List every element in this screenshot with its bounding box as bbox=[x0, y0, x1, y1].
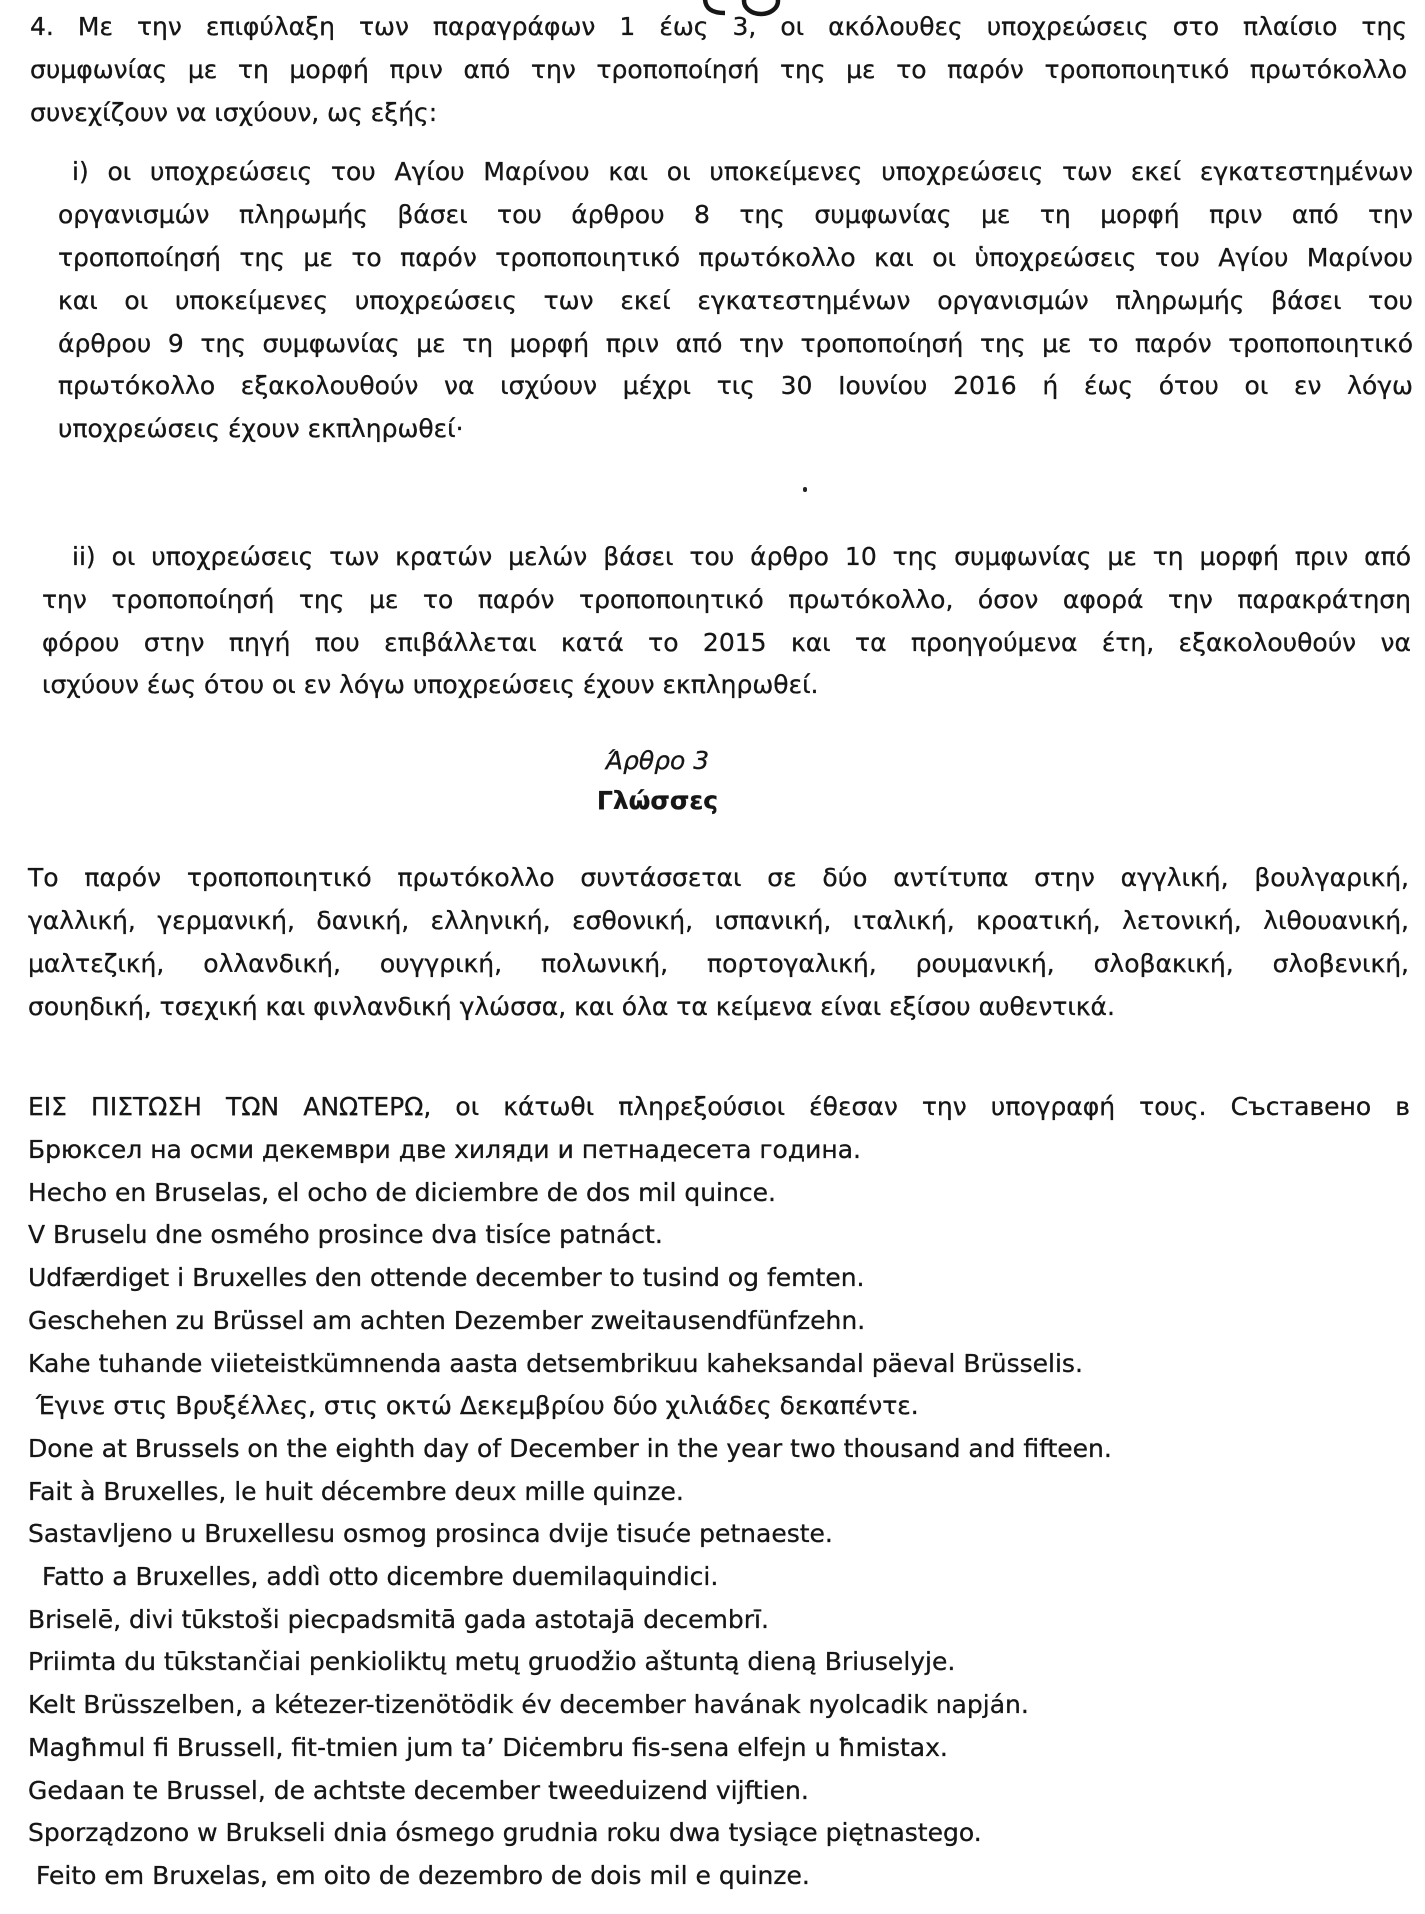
subparagraph-ii-line: φόρου στην πηγή που επιβάλλεται κατά το 2015 και τα προηγούμενα έτη, εξακολουθούν να bbox=[42, 627, 1411, 657]
subparagraph-ii-line: την τροποποίησή της με το παρόν τροποποιητικό πρωτόκολλο, όσον αφορά την παρακράτηση bbox=[42, 584, 1411, 614]
testimonium-line-lv: Briselē, divi tūkstoši piecpadsmitā gada astotajā decembrī. bbox=[28, 1604, 769, 1634]
languages-paragraph-line: γαλλική, γερμανική, δανική, ελληνική, εσθονική, ισπανική, ιταλική, κροατική, λετονική, λιθουανική, bbox=[28, 905, 1409, 935]
testimonium-line-nl: Gedaan te Brussel, de achtste december tweeduizend vijftien. bbox=[28, 1775, 809, 1805]
testimonium-line-es: Hecho en Bruselas, el ocho de diciembre de dos mil quince. bbox=[28, 1177, 776, 1207]
scan-dot-artifact bbox=[803, 487, 807, 492]
testimonium-line-de: Geschehen zu Brüssel am achten Dezember zweitausendfünfzehn. bbox=[28, 1305, 866, 1335]
subparagraph-i-line: άρθρου 9 της συμφωνίας με τη μορφή πριν από την τροποποίησή της με το παρόν τροποποιητικό bbox=[58, 328, 1413, 358]
subparagraph-ii bbox=[42, 536, 1411, 707]
subparagraph-i-line: οργανισμών πληρωμής βάσει του άρθρου 8 της συμφωνίας με τη μορφή πριν από την bbox=[58, 200, 1413, 230]
testimonium-line-en: Done at Brussels on the eighth day of December in the year two thousand and fifteen. bbox=[28, 1433, 1112, 1463]
testimonium-line-bg: Брюксел на осми декември две хиляди и петнадесета година. bbox=[28, 1135, 861, 1165]
languages-paragraph-line: Το παρόν τροποποιητικό πρωτόκολλο συντάσσεται σε δύο αντίτυπα στην αγγλική, βουλγαρική, bbox=[28, 863, 1409, 893]
testimonium-line-fr: Fait à Bruxelles, le huit décembre deux mille quinze. bbox=[28, 1476, 684, 1506]
article-number-heading: Άρθρο 3 bbox=[605, 746, 710, 776]
subparagraph-i-line: τροποποίησή της με το παρόν τροποποιητικό πρωτόκολλο και οι ὑποχρεώσεις του Αγίου Μαρίνου bbox=[58, 242, 1413, 272]
testimonium-line-el: Έγινε στις Βρυξέλλες, στις οκτώ Δεκεμβρίου δύο χιλιάδες δεκαπέντε. bbox=[36, 1391, 919, 1421]
subparagraph-ii-line: ισχύουν έως ότου οι εν λόγω υποχρεώσεις έχουν εκπληρωθεί. bbox=[42, 670, 819, 700]
testimonium-line-hu: Kelt Brüsszelben, a kétezer-tizenötödik év december havának nyolcadik napján. bbox=[28, 1690, 1029, 1720]
testimonium-line-cs: V Bruselu dne osmého prosince dva tisíce patnáct. bbox=[28, 1220, 663, 1250]
paragraph-4 bbox=[30, 6, 1407, 134]
testimonium-line-mt: Magħmul fi Brussell, fit-tmien jum ta’ Diċembru fis-sena elfejn u ħmistax. bbox=[28, 1732, 948, 1762]
subparagraph-i bbox=[58, 151, 1413, 451]
paragraph-4-line: συνεχίζουν να ισχύουν, ως εξής: bbox=[30, 97, 438, 127]
paragraph-4-line: συμφωνίας με τη μορφή πριν από την τροποποίησή της με το παρόν τροποποιητικό πρωτόκολλο bbox=[30, 54, 1407, 84]
testimonium-line-pt: Feito em Bruxelas, em oito de dezembro de dois mil e quinze. bbox=[36, 1861, 810, 1890]
testimonium-line-hr: Sastavljeno u Bruxellesu osmog prosinca dvije tisuće petnaeste. bbox=[28, 1519, 833, 1549]
paragraph-4-line: 4. Με την επιφύλαξη των παραγράφων 1 έως 3, οι ακόλουθες υποχρεώσεις στο πλαίσιο της bbox=[30, 12, 1407, 41]
testimonium-line-da: Udfærdiget i Bruxelles den ottende december to tusind og femten. bbox=[28, 1263, 865, 1293]
testimonium-block bbox=[28, 1086, 1410, 1897]
languages-paragraph-line: σουηδική, τσεχική και φινλανδική γλώσσα, και όλα τα κείμενα είναι εξίσου αυθεντικά. bbox=[28, 991, 1115, 1021]
subparagraph-i-line: πρωτόκολλο εξακολουθούν να ισχύουν μέχρι τις 30 Ιουνίου 2016 ή έως ότου οι εν λόγω bbox=[58, 371, 1413, 401]
testimonium-line-pl: Sporządzono w Brukseli dnia ósmego grudnia roku dwa tysiące piętnastego. bbox=[28, 1818, 982, 1848]
subparagraph-i-line: υποχρεώσεις έχουν εκπληρωθεί· bbox=[58, 414, 464, 444]
testimonium-line-et: Kahe tuhande viieteistkümnenda aasta detsembrikuu kaheksandal päeval Brüsselis. bbox=[28, 1348, 1083, 1378]
subparagraph-ii-line: ii) οι υποχρεώσεις των κρατών μελών βάσει του άρθρο 10 της συμφωνίας με τη μορφή πριν από bbox=[72, 541, 1411, 571]
languages-paragraph-line: μαλτεζική, ολλανδική, ουγγρική, πολωνική, πορτογαλική, ρουμανική, σλοβακική, σλοβενική, bbox=[28, 948, 1409, 978]
page-top-scan-artifact bbox=[695, 0, 795, 17]
cut-glyph-fragment-icon bbox=[695, 0, 795, 17]
testimonium-line-it: Fatto a Bruxelles, addì otto dicembre duemilaquindici. bbox=[42, 1562, 719, 1592]
languages-paragraph bbox=[28, 857, 1409, 1028]
article-3-heading bbox=[0, 741, 1425, 821]
article-subject-heading: Γλώσσες bbox=[596, 786, 719, 816]
testimonium-line-lt: Priimta du tūkstančiai penkioliktų metų gruodžio aštuntą dieną Briuselyje. bbox=[28, 1647, 956, 1677]
subparagraph-i-line: i) οι υποχρεώσεις του Αγίου Μαρίνου και οι υποκείμενες υποχρεώσεις των εκεί εγκατεστημένων bbox=[72, 157, 1413, 187]
testimonium-opening-el: ΕΙΣ ΠΙΣΤΩΣΗ ΤΩΝ ΑΝΩΤΕΡΩ, οι κάτωθι πληρεξούσιοι έθεσαν την υπογραφή τους. Съставено в bbox=[28, 1092, 1410, 1122]
subparagraph-i-line: και οι υποκείμενες υποχρεώσεις των εκεί εγκατεστημένων οργανισμών πληρωμής βάσει του bbox=[58, 285, 1413, 315]
